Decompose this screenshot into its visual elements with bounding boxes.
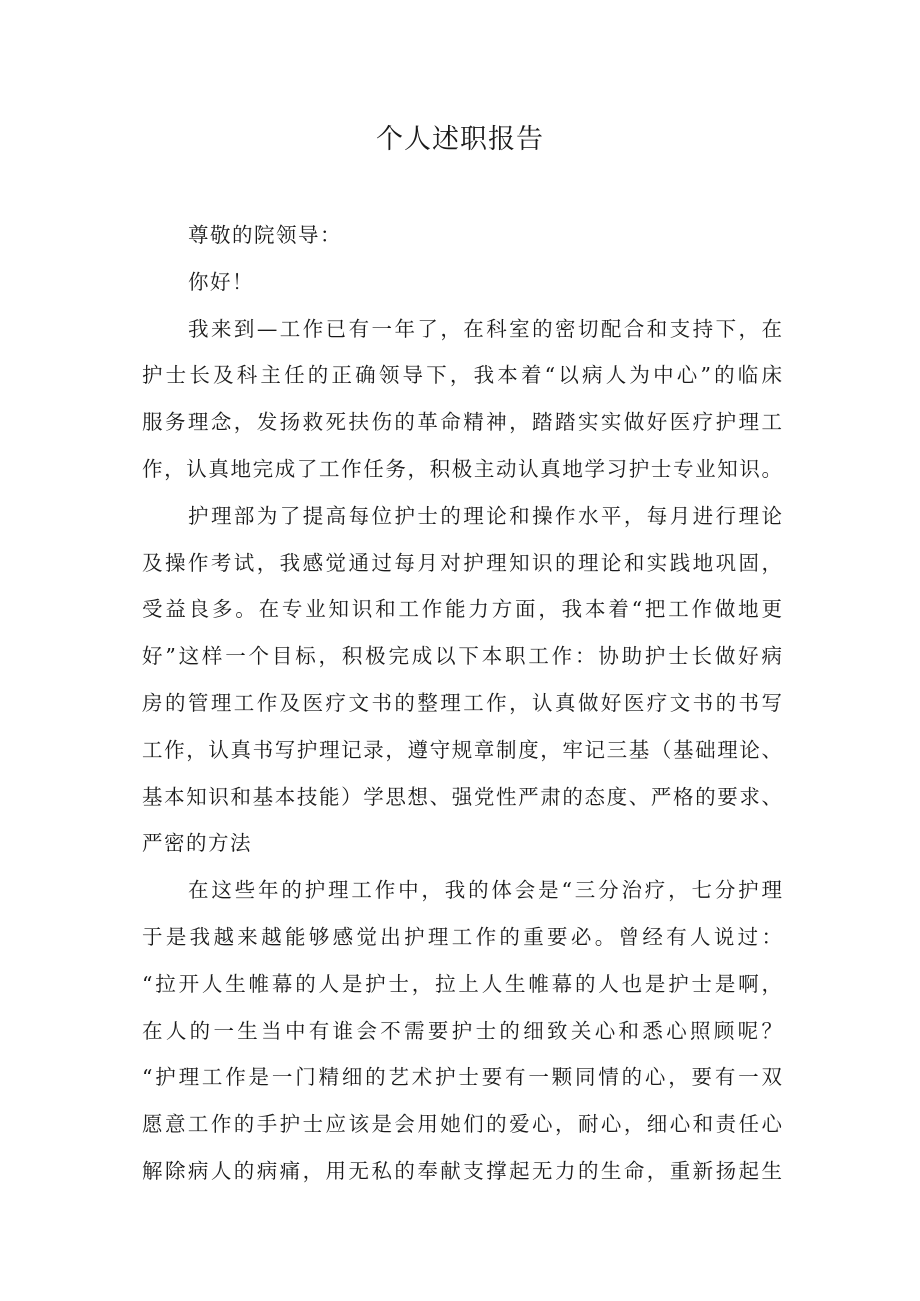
text-line: 在人的一生当中有谁会不需要护士的细致关心和悉心照顾呢？ — [142, 1018, 782, 1043]
text-line: 服务理念，发扬救死扶伤的革命精神，踏踏实实做好医疗护理工 — [142, 410, 782, 435]
text-line: 护士长及科主任的正确领导下，我本着“以病人为中心”的临床 — [142, 363, 782, 388]
text-line: 在这些年的护理工作中，我的体会是“三分治疗，七分护理 — [188, 878, 782, 903]
text-line: “拉开人生帷幕的人是护士，拉上人生帷幕的人也是护士是啊， — [142, 971, 782, 996]
text-line: “护理工作是一门精细的艺术护士要有一颗同情的心，要有一双 — [142, 1065, 782, 1090]
greeting-line: 你好！ — [188, 269, 254, 294]
text-line: 我来到—工作已有一年了，在科室的密切配合和支持下，在 — [188, 316, 782, 341]
text-line: 及操作考试，我感觉通过每月对护理知识的理论和实践地巩固， — [142, 550, 782, 575]
text-line: 严密的方法 — [142, 831, 252, 856]
salutation-line: 尊敬的院领导： — [188, 223, 342, 247]
text-line: 工作，认真书写护理记录，遵守规章制度，牢记三基（基础理论、 — [142, 737, 782, 762]
text-line: 作，认真地完成了工作任务，积极主动认真地学习护士专业知识。 — [142, 456, 782, 481]
text-line: 愿意工作的手护士应该是会用她们的爱心，耐心，细心和责任心 — [142, 1112, 782, 1137]
text-line: 护理部为了提高每位护士的理论和操作水平，每月进行理论 — [188, 503, 782, 528]
text-line: 解除病人的病痛，用无私的奉献支撑起无力的生命，重新扬起生 — [142, 1158, 782, 1183]
text-line: 房的管理工作及医疗文书的整理工作，认真做好医疗文书的书写 — [142, 690, 782, 715]
document-title: 个人述职报告 — [376, 124, 544, 155]
text-line: 好”这样一个目标，积极完成以下本职工作：协助护士长做好病 — [142, 644, 782, 669]
text-line: 基本知识和基本技能）学思想、强党性严肃的态度、严格的要求、 — [142, 784, 782, 809]
document-body — [142, 212, 782, 1195]
text-line: 于是我越来越能够感觉出护理工作的重要必。曾经有人说过： — [142, 924, 782, 949]
text-line: 受益良多。在专业知识和工作能力方面，我本着“把工作做地更 — [142, 597, 782, 622]
